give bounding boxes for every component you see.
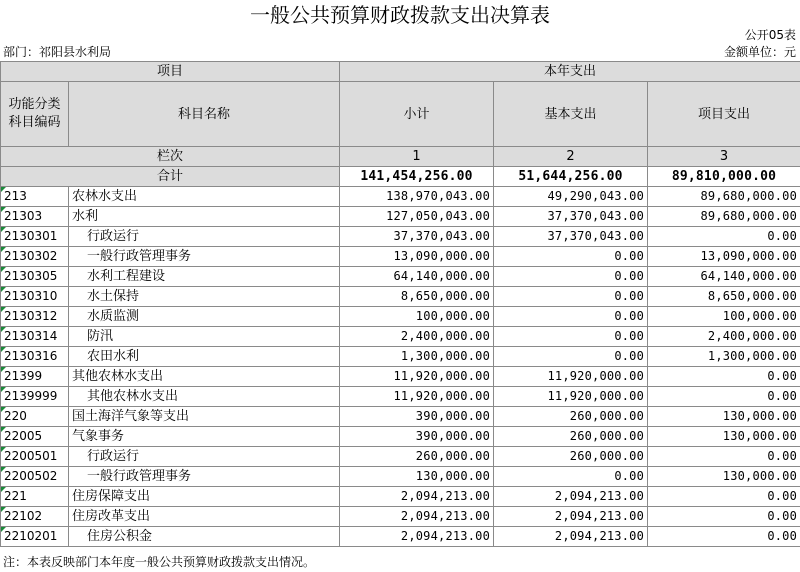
header-row-2 xyxy=(1,82,800,147)
subtotal-cell[interactable]: 13,090,000.00 xyxy=(340,247,494,267)
subject-code-cell[interactable]: 2130316 xyxy=(1,347,69,367)
subject-name-cell[interactable]: 其他农林水支出 xyxy=(69,367,340,387)
col-index-3: 3 xyxy=(648,147,800,167)
subtotal-cell[interactable]: 2,094,213.00 xyxy=(340,527,494,547)
subject-code-cell[interactable]: 2130302 xyxy=(1,247,69,267)
subtotal-cell[interactable]: 11,920,000.00 xyxy=(340,387,494,407)
table-row xyxy=(1,247,800,267)
basic-cell[interactable]: 0.00 xyxy=(494,247,648,267)
table-row xyxy=(1,387,800,407)
subject-name-cell[interactable]: 行政运行 xyxy=(69,447,340,467)
department-label: 部门：祁阳县水利局 xyxy=(3,45,112,59)
project-cell[interactable]: 130,000.00 xyxy=(648,427,800,447)
subject-name-cell[interactable]: 水利工程建设 xyxy=(69,267,340,287)
subject-code-cell[interactable]: 2130301 xyxy=(1,227,69,247)
project-cell[interactable]: 64,140,000.00 xyxy=(648,267,800,287)
table-row xyxy=(1,467,800,487)
subtotal-cell[interactable]: 100,000.00 xyxy=(340,307,494,327)
subject-name-cell[interactable]: 住房改革支出 xyxy=(69,507,340,527)
subject-code-cell[interactable]: 21399 xyxy=(1,367,69,387)
subject-name-cell[interactable]: 水利 xyxy=(69,207,340,227)
total-project: 89,810,000.00 xyxy=(648,167,800,187)
subject-code-cell[interactable]: 2130312 xyxy=(1,307,69,327)
header-current-year: 本年支出 xyxy=(340,62,800,82)
subject-code-cell[interactable]: 22102 xyxy=(1,507,69,527)
project-cell[interactable]: 8,650,000.00 xyxy=(648,287,800,307)
table-row xyxy=(1,347,800,367)
header-subject-name: 科目名称 xyxy=(69,82,340,147)
basic-cell[interactable]: 11,920,000.00 xyxy=(494,367,648,387)
total-basic: 51,644,256.00 xyxy=(494,167,648,187)
subject-name-cell[interactable]: 行政运行 xyxy=(69,227,340,247)
subtotal-cell[interactable]: 11,920,000.00 xyxy=(340,367,494,387)
basic-cell[interactable]: 11,920,000.00 xyxy=(494,387,648,407)
subject-name-cell[interactable]: 农田水利 xyxy=(69,347,340,367)
project-cell[interactable]: 1,300,000.00 xyxy=(648,347,800,367)
project-cell[interactable]: 2,400,000.00 xyxy=(648,327,800,347)
unit-label: 金额单位：元 xyxy=(723,45,796,59)
table-row xyxy=(1,327,800,347)
total-label: 合计 xyxy=(1,167,340,187)
subject-code-cell[interactable]: 220 xyxy=(1,407,69,427)
subtotal-cell[interactable]: 260,000.00 xyxy=(340,447,494,467)
subject-name-cell[interactable]: 其他农林水支出 xyxy=(69,387,340,407)
table-row xyxy=(1,507,800,527)
project-cell[interactable]: 0.00 xyxy=(648,447,800,467)
project-cell[interactable]: 89,680,000.00 xyxy=(648,207,800,227)
total-row xyxy=(1,167,800,187)
basic-cell[interactable]: 0.00 xyxy=(494,347,648,367)
basic-cell[interactable]: 49,290,043.00 xyxy=(494,187,648,207)
table-row xyxy=(1,407,800,427)
project-cell[interactable]: 0.00 xyxy=(648,227,800,247)
header-item: 项目 xyxy=(1,62,340,82)
basic-cell[interactable]: 0.00 xyxy=(494,287,648,307)
footnote: 注：本表反映部门本年度一般公共预算财政拨款支出情况。 xyxy=(3,555,316,569)
header-basic: 基本支出 xyxy=(494,82,648,147)
subject-name-cell[interactable]: 一般行政管理事务 xyxy=(69,247,340,267)
subtotal-cell[interactable]: 138,970,043.00 xyxy=(340,187,494,207)
project-cell[interactable]: 130,000.00 xyxy=(648,407,800,427)
subject-name-cell[interactable]: 住房保障支出 xyxy=(69,487,340,507)
basic-cell[interactable]: 37,370,043.00 xyxy=(494,227,648,247)
subject-code-cell[interactable]: 21303 xyxy=(1,207,69,227)
subtotal-cell[interactable]: 8,650,000.00 xyxy=(340,287,494,307)
header-subtotal: 小计 xyxy=(340,82,494,147)
subject-code-cell[interactable]: 221 xyxy=(1,487,69,507)
col-index-2: 2 xyxy=(494,147,648,167)
subtotal-cell[interactable]: 130,000.00 xyxy=(340,467,494,487)
table-row xyxy=(1,447,800,467)
subtotal-cell[interactable]: 127,050,043.00 xyxy=(340,207,494,227)
project-cell[interactable]: 0.00 xyxy=(648,507,800,527)
subject-code-cell[interactable]: 2130314 xyxy=(1,327,69,347)
table-row xyxy=(1,207,800,227)
subtotal-cell[interactable]: 64,140,000.00 xyxy=(340,267,494,287)
subject-code-cell[interactable]: 2139999 xyxy=(1,387,69,407)
project-cell[interactable]: 13,090,000.00 xyxy=(648,247,800,267)
project-cell[interactable]: 89,680,000.00 xyxy=(648,187,800,207)
header-func-code: 功能分类科目编码 xyxy=(1,82,69,147)
row-label-cell: 栏次 xyxy=(1,147,340,167)
table-row xyxy=(1,307,800,327)
subject-code-cell[interactable]: 213 xyxy=(1,187,69,207)
table-row xyxy=(1,367,800,387)
header-project: 项目支出 xyxy=(648,82,800,147)
basic-cell[interactable]: 2,094,213.00 xyxy=(494,507,648,527)
total-subtotal: 141,454,256.00 xyxy=(340,167,494,187)
basic-cell[interactable]: 0.00 xyxy=(494,467,648,487)
subtotal-cell[interactable]: 1,300,000.00 xyxy=(340,347,494,367)
project-cell[interactable]: 100,000.00 xyxy=(648,307,800,327)
project-cell[interactable]: 0.00 xyxy=(648,367,800,387)
subject-code-cell[interactable]: 2200502 xyxy=(1,467,69,487)
subtotal-cell[interactable]: 390,000.00 xyxy=(340,407,494,427)
table-row xyxy=(1,267,800,287)
subtotal-cell[interactable]: 2,094,213.00 xyxy=(340,507,494,527)
basic-cell[interactable]: 260,000.00 xyxy=(494,447,648,467)
subject-code-cell[interactable]: 2210201 xyxy=(1,527,69,547)
table-row xyxy=(1,287,800,307)
basic-cell[interactable]: 0.00 xyxy=(494,307,648,327)
subject-name-cell[interactable]: 一般行政管理事务 xyxy=(69,467,340,487)
subtotal-cell[interactable]: 2,094,213.00 xyxy=(340,487,494,507)
col-index-1: 1 xyxy=(340,147,494,167)
subject-name-cell[interactable]: 国土海洋气象等支出 xyxy=(69,407,340,427)
table-code: 公开05表 xyxy=(744,28,796,42)
table-row xyxy=(1,527,800,547)
basic-cell[interactable]: 37,370,043.00 xyxy=(494,207,648,227)
expenditure-table xyxy=(0,61,800,547)
subtotal-cell[interactable]: 390,000.00 xyxy=(340,427,494,447)
subject-name-cell[interactable]: 防汛 xyxy=(69,327,340,347)
project-cell[interactable]: 0.00 xyxy=(648,387,800,407)
subject-name-cell[interactable]: 住房公积金 xyxy=(69,527,340,547)
basic-cell[interactable]: 2,094,213.00 xyxy=(494,487,648,507)
project-cell[interactable]: 130,000.00 xyxy=(648,467,800,487)
subject-code-cell[interactable]: 22005 xyxy=(1,427,69,447)
table-row xyxy=(1,227,800,247)
basic-cell[interactable]: 2,094,213.00 xyxy=(494,527,648,547)
basic-cell[interactable]: 0.00 xyxy=(494,327,648,347)
subject-name-cell[interactable]: 水土保持 xyxy=(69,287,340,307)
subtotal-cell[interactable]: 37,370,043.00 xyxy=(340,227,494,247)
project-cell[interactable]: 0.00 xyxy=(648,487,800,507)
subtotal-cell[interactable]: 2,400,000.00 xyxy=(340,327,494,347)
project-cell[interactable]: 0.00 xyxy=(648,527,800,547)
table-row xyxy=(1,487,800,507)
page-title: 一般公共预算财政拨款支出决算表 xyxy=(250,3,550,27)
subject-name-cell[interactable]: 农林水支出 xyxy=(69,187,340,207)
basic-cell[interactable]: 260,000.00 xyxy=(494,427,648,447)
table-row xyxy=(1,187,800,207)
subject-code-cell[interactable]: 2130310 xyxy=(1,287,69,307)
subject-code-cell[interactable]: 2200501 xyxy=(1,447,69,467)
subject-code-cell[interactable]: 2130305 xyxy=(1,267,69,287)
header-row-1 xyxy=(1,62,800,82)
column-index-row xyxy=(1,147,800,167)
subject-name-cell[interactable]: 水质监测 xyxy=(69,307,340,327)
basic-cell[interactable]: 0.00 xyxy=(494,267,648,287)
basic-cell[interactable]: 260,000.00 xyxy=(494,407,648,427)
subject-name-cell[interactable]: 气象事务 xyxy=(69,427,340,447)
table-row xyxy=(1,427,800,447)
